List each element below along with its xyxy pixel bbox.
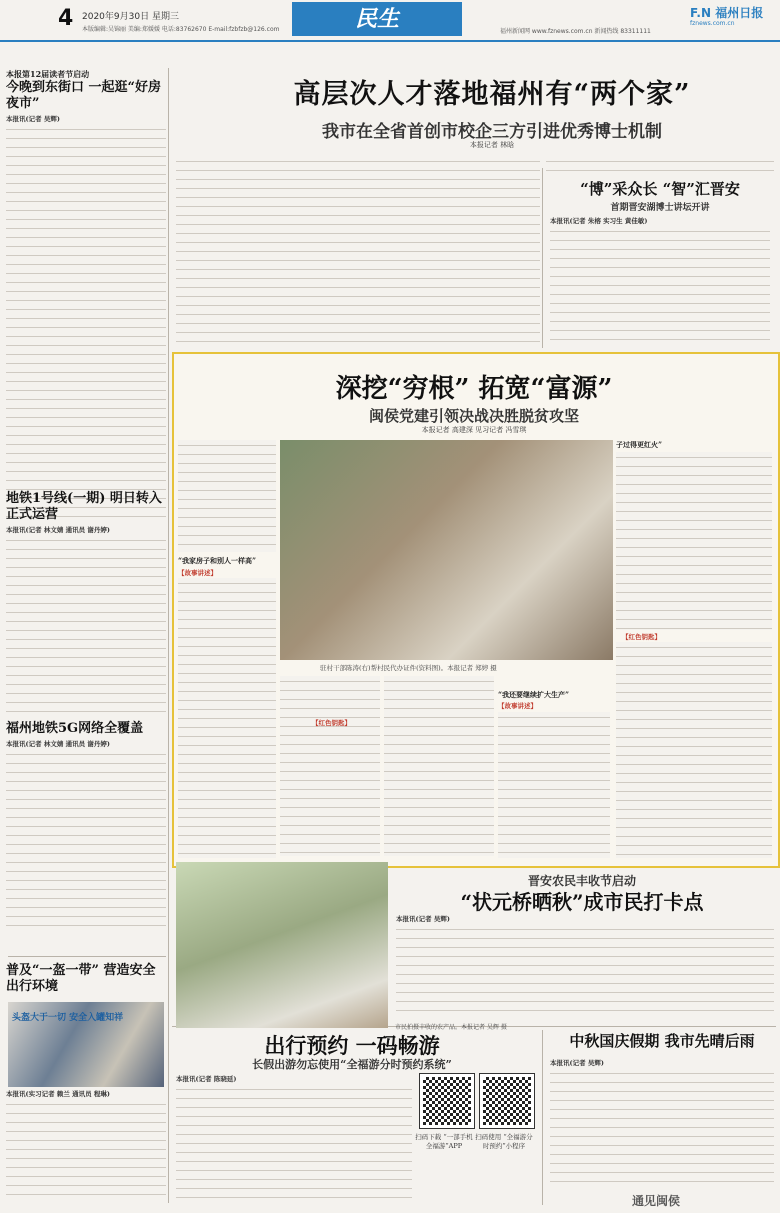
- harvest-byline: 本报讯(记者 吴辉): [396, 915, 450, 923]
- weather-body-text: [550, 1068, 774, 1188]
- editor-line: 本版编辑:吴锦丽 美编:郑媛媛 电话:83762670 E-mail:fzbfzb@126.com: [82, 26, 280, 33]
- story-title: 普及“一盔一带” 营造安全出行环境: [6, 963, 156, 994]
- section-title: 民生: [292, 2, 462, 36]
- lead-subheadline: 我市在全省首创市校企三方引进优秀博士机制: [322, 122, 662, 142]
- feature-section-title: “我还要继续扩大生产”: [498, 690, 570, 699]
- sidebar-story: [6, 720, 166, 929]
- column-rule: [168, 68, 169, 1203]
- feature-subheadline: 闽侯党建引领决战决胜脱贫攻坚: [368, 407, 579, 425]
- story-byline: 本报讯(记者 林文婧 通讯员 谢丹婷): [6, 526, 110, 534]
- travel-subheadline: 长假出游勿忘使用“全福游分时预约系统”: [252, 1058, 452, 1071]
- feature-section-title: “我家房子和别人一样高”: [178, 556, 257, 565]
- lead-body-text: [176, 156, 540, 346]
- harvest-photo: [176, 862, 388, 1028]
- feature-byline: 本报记者 高建深 见习记者 冯雪琪: [421, 426, 527, 434]
- right-story-byline: 本报讯(记者 朱榕 实习生 黄佳敏): [550, 217, 648, 225]
- lead-headline: 高层次人才落地福州有“两个家”: [293, 79, 691, 110]
- sidebar-story: [6, 962, 166, 998]
- feature-body-text: [178, 440, 276, 552]
- travel-body-text: [176, 1084, 412, 1204]
- page-number: 4: [58, 6, 74, 31]
- weather-headline: 中秋国庆假期 我市先晴后雨: [569, 1032, 755, 1050]
- column-rule: [542, 1030, 543, 1205]
- story-title: 福州地铁5G网络全覆盖: [6, 721, 144, 736]
- story-byline: 本报讯(实习记者 赖兰 通讯员 程琳): [6, 1090, 110, 1098]
- qr-caption-app: 扫码下载 “一部手机全福游”APP: [415, 1133, 473, 1150]
- story-title: 地铁1号线(一期) 明日转入正式运营: [6, 491, 162, 522]
- sidebar: [6, 70, 166, 519]
- feature-body-text: [616, 642, 772, 858]
- story-byline: 本报讯(记者 林文婧 通讯员 谢丹婷): [6, 740, 110, 748]
- harvest-body-text: [396, 924, 774, 1018]
- right-story-body: [550, 226, 770, 346]
- feature-photo: [280, 440, 613, 660]
- feature-tag: 【红色钥匙】: [312, 719, 351, 727]
- feature-photo-caption: 驻村干部陈涛(右)帮村民代办证件(资料图)。本报记者 郑婷 摄: [320, 664, 497, 672]
- body-text: [6, 535, 166, 715]
- safety-photo-banner: 头盔大于一切 安全入罐知祥: [12, 1013, 124, 1023]
- body-text: [6, 124, 166, 519]
- qr-code-app[interactable]: [420, 1074, 474, 1128]
- watermark: 通见闽侯: [632, 1194, 681, 1208]
- story-byline: 本报讯(记者 吴辉): [6, 115, 60, 123]
- feature-tag: 【故事讲述】: [178, 569, 217, 577]
- feature-body-text: [280, 676, 380, 856]
- feature-body-text: [498, 712, 610, 858]
- newspaper-url: fznews.com.cn: [690, 20, 735, 27]
- body-text: [6, 1099, 166, 1199]
- feature-body-text: [616, 452, 772, 630]
- feature-tag: 【故事讲述】: [498, 702, 537, 710]
- right-story-headline: “博”采众长 “智”汇晋安: [580, 180, 740, 198]
- story-title: 今晚到东街口 一起逛“好房夜市”: [6, 80, 162, 111]
- feature-body-text: [384, 676, 494, 856]
- feature-body-text: [178, 578, 276, 858]
- travel-headline: 出行预约 一码畅游: [264, 1033, 440, 1058]
- feature-section-title: 子过得更红火”: [616, 440, 663, 449]
- feature-tag: 【红色钥匙】: [622, 633, 661, 641]
- weather-byline: 本报讯(记者 吴辉): [550, 1059, 604, 1067]
- harvest-photo-caption: 市民拍摄丰收的农产品。本报记者 吴辉 摄: [395, 1024, 507, 1031]
- sidebar-story: [6, 490, 166, 715]
- qr-caption-miniprogram: 扫码使用 “全福游分时预约”小程序: [475, 1133, 533, 1150]
- newspaper-logo: F.N 福州日报: [690, 6, 764, 20]
- right-story-subheadline: 首期晋安湖博士讲坛开讲: [610, 203, 710, 213]
- feature-headline: 深挖“穷根” 拓宽“富源”: [335, 374, 613, 404]
- issue-date: 2020年9月30日 星期三: [82, 12, 179, 22]
- sidebar-story-body: [6, 1090, 166, 1199]
- qr-code-miniprogram[interactable]: [480, 1074, 534, 1128]
- divider: [8, 956, 166, 957]
- body-text: [6, 749, 166, 929]
- story-kicker: 本报第12届读者节启动: [6, 69, 90, 79]
- contact-line: 福州新闻网 www.fznews.com.cn 新闻热线 83311111: [500, 28, 651, 35]
- lead-body-text: [546, 156, 774, 174]
- column-rule: [542, 168, 543, 348]
- lead-byline: 本报记者 林晗: [469, 141, 515, 149]
- travel-byline: 本报讯(记者 陈晓延): [176, 1075, 237, 1083]
- harvest-kicker: 晋安农民丰收节启动: [527, 874, 636, 888]
- harvest-headline: “状元桥晒秋”成市民打卡点: [460, 890, 704, 914]
